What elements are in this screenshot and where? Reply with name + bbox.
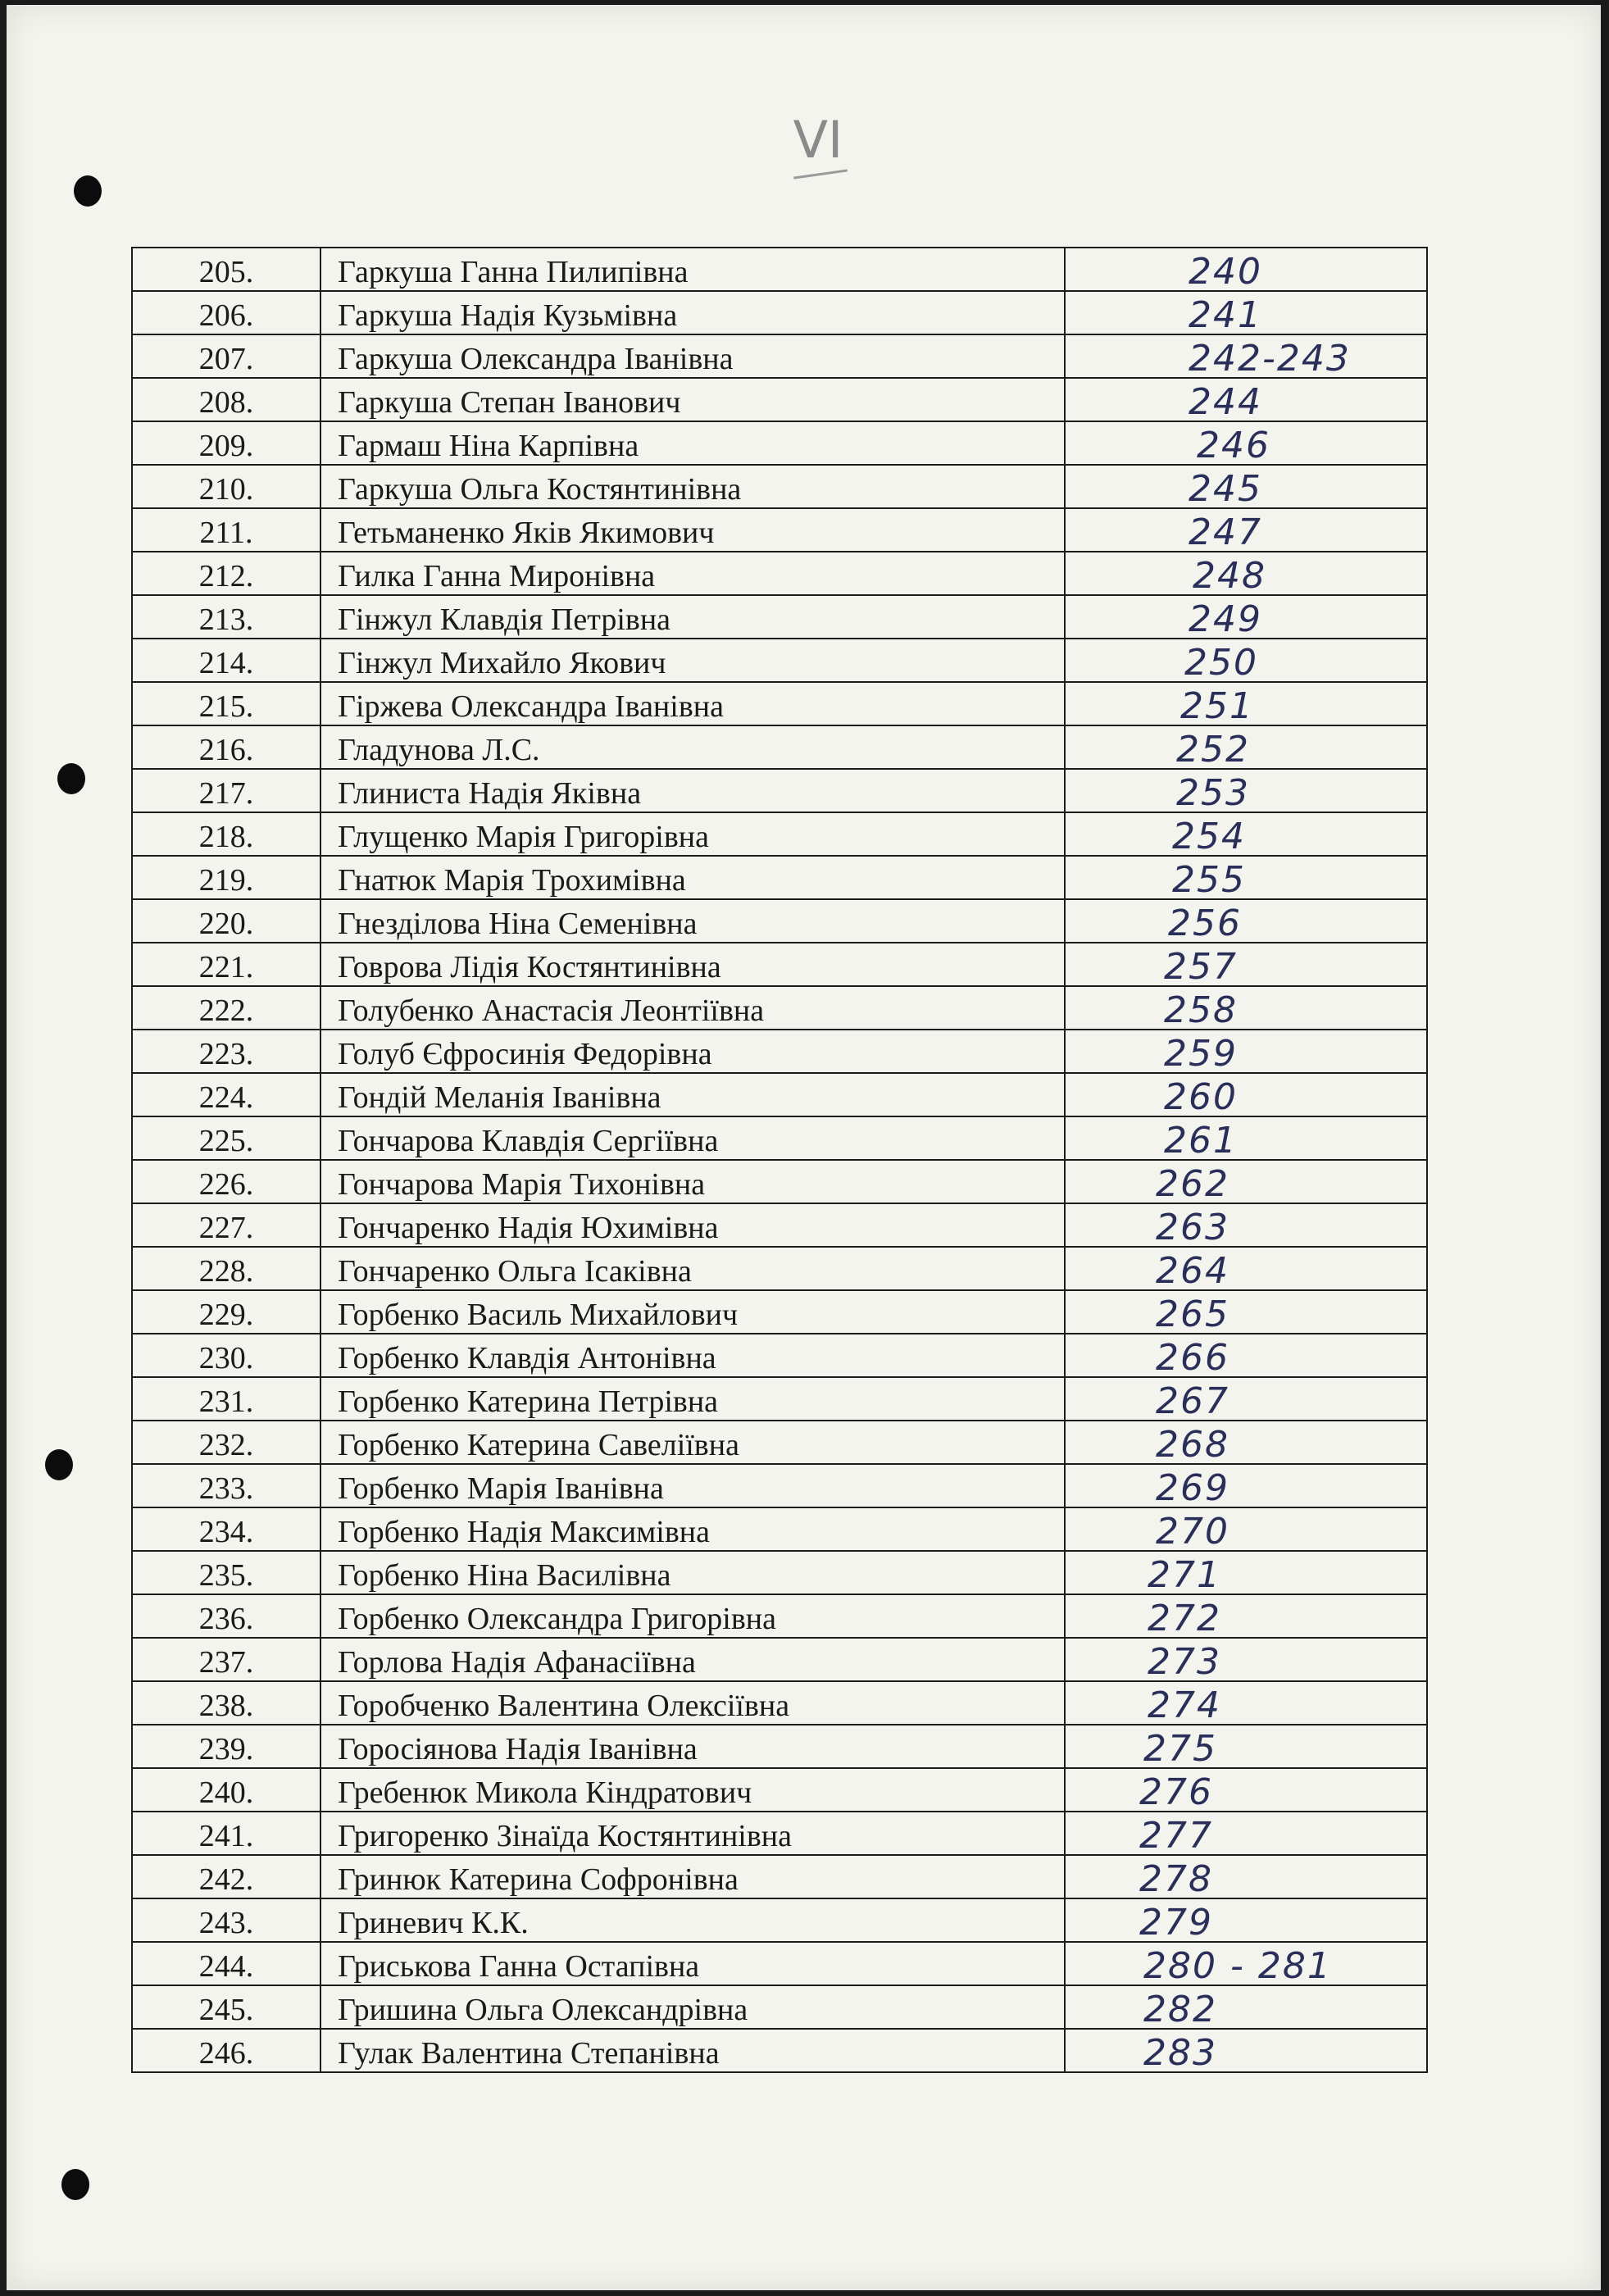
person-name: Глиниста Надія Яківна — [320, 769, 1065, 812]
page-reference-cell — [1065, 248, 1427, 291]
page-reference-cell — [1065, 1507, 1427, 1551]
table-row — [132, 899, 1427, 943]
table-row — [132, 1594, 1427, 1638]
table-row — [132, 1551, 1427, 1594]
page-reference-cell — [1065, 1725, 1427, 1768]
row-number: 232. — [132, 1421, 320, 1464]
row-number: 241. — [132, 1812, 320, 1855]
person-name: Гончарова Марія Тихонівна — [320, 1160, 1065, 1203]
handwritten-page-number: 259 — [1164, 1033, 1238, 1075]
page-reference-cell — [1065, 1334, 1427, 1377]
row-number: 223. — [132, 1030, 320, 1073]
punch-hole-4 — [61, 2169, 89, 2200]
table-row — [132, 291, 1427, 334]
person-name: Гончаренко Ольга Ісаківна — [320, 1247, 1065, 1290]
person-name: Горбенко Клавдія Антонівна — [320, 1334, 1065, 1377]
punch-hole-1 — [74, 175, 102, 207]
person-name: Гаркуша Надія Кузьмівна — [320, 291, 1065, 334]
row-number: 227. — [132, 1203, 320, 1247]
page-reference-cell — [1065, 1160, 1427, 1203]
table-body — [132, 248, 1427, 2072]
table-row — [132, 1768, 1427, 1812]
page-reference-cell — [1065, 1203, 1427, 1247]
person-name: Говрова Лідія Костянтинівна — [320, 943, 1065, 986]
page-reference-cell — [1065, 1116, 1427, 1160]
page-reference-cell — [1065, 1768, 1427, 1812]
row-number: 234. — [132, 1507, 320, 1551]
person-name: Гнатюк Марія Трохимівна — [320, 856, 1065, 899]
row-number: 246. — [132, 2029, 320, 2072]
person-name: Гулак Валентина Степанівна — [320, 2029, 1065, 2072]
person-name: Гаркуша Ганна Пилипівна — [320, 248, 1065, 291]
page-reference-cell — [1065, 421, 1427, 465]
page-reference-cell — [1065, 1638, 1427, 1681]
handwritten-page-number: 279 — [1139, 1902, 1213, 1944]
name-list-table — [131, 247, 1428, 2073]
row-number: 221. — [132, 943, 320, 986]
page-reference-cell — [1065, 1942, 1427, 1985]
handwritten-page-number: 261 — [1164, 1120, 1238, 1162]
table-row — [132, 465, 1427, 508]
page-reference-cell — [1065, 639, 1427, 682]
table-row — [132, 639, 1427, 682]
row-number: 236. — [132, 1594, 320, 1638]
person-name: Гришина Ольга Олександрівна — [320, 1985, 1065, 2029]
person-name: Гармаш Ніна Карпівна — [320, 421, 1065, 465]
table-row — [132, 1030, 1427, 1073]
handwritten-page-number: 276 — [1139, 1771, 1213, 1813]
person-name: Голуб Єфросинія Федорівна — [320, 1030, 1065, 1073]
page-reference-cell — [1065, 986, 1427, 1030]
handwritten-page-number: 250 — [1184, 642, 1258, 684]
table-row — [132, 1725, 1427, 1768]
row-number: 242. — [132, 1855, 320, 1898]
page-reference-cell — [1065, 552, 1427, 595]
row-number: 235. — [132, 1551, 320, 1594]
page-reference-cell — [1065, 2029, 1427, 2072]
table-row — [132, 1290, 1427, 1334]
table-row — [132, 769, 1427, 812]
page-reference-cell — [1065, 1551, 1427, 1594]
page-reference-cell — [1065, 1421, 1427, 1464]
handwritten-page-number: 275 — [1143, 1728, 1217, 1770]
row-number: 206. — [132, 291, 320, 334]
page-reference-cell — [1065, 1855, 1427, 1898]
person-name: Григоренко Зінаїда Костянтинівна — [320, 1812, 1065, 1855]
row-number: 212. — [132, 552, 320, 595]
person-name: Гончарова Клавдія Сергіївна — [320, 1116, 1065, 1160]
table-row — [132, 856, 1427, 899]
table-row — [132, 552, 1427, 595]
row-number: 218. — [132, 812, 320, 856]
row-number: 229. — [132, 1290, 320, 1334]
row-number: 215. — [132, 682, 320, 725]
handwritten-page-number: 240 — [1189, 251, 1262, 293]
row-number: 217. — [132, 769, 320, 812]
table-row — [132, 2029, 1427, 2072]
handwritten-page-number: 244 — [1189, 381, 1262, 423]
row-number: 230. — [132, 1334, 320, 1377]
row-number: 244. — [132, 1942, 320, 1985]
handwritten-page-number: 263 — [1156, 1207, 1229, 1248]
person-name: Гриськова Ганна Остапівна — [320, 1942, 1065, 1985]
handwritten-page-number: 245 — [1189, 468, 1262, 510]
row-number: 219. — [132, 856, 320, 899]
table-row — [132, 595, 1427, 639]
page-reference-cell — [1065, 769, 1427, 812]
person-name: Горобченко Валентина Олексіївна — [320, 1681, 1065, 1725]
table-row — [132, 812, 1427, 856]
page-reference-cell — [1065, 1898, 1427, 1942]
page-reference-cell — [1065, 1030, 1427, 1073]
table-row — [132, 943, 1427, 986]
person-name: Гондій Меланія Іванівна — [320, 1073, 1065, 1116]
person-name: Гіржева Олександра Іванівна — [320, 682, 1065, 725]
table-row — [132, 1203, 1427, 1247]
page-reference-cell — [1065, 595, 1427, 639]
table-row — [132, 248, 1427, 291]
table-row — [132, 1421, 1427, 1464]
row-number: 214. — [132, 639, 320, 682]
page-reference-cell — [1065, 856, 1427, 899]
page-reference-cell — [1065, 725, 1427, 769]
table-row — [132, 421, 1427, 465]
table-row — [132, 1116, 1427, 1160]
row-number: 213. — [132, 595, 320, 639]
person-name: Гаркуша Олександра Іванівна — [320, 334, 1065, 378]
table-row — [132, 1942, 1427, 1985]
handwritten-page-number: 256 — [1168, 902, 1242, 944]
table-row — [132, 1681, 1427, 1725]
page-reference-cell — [1065, 291, 1427, 334]
handwritten-page-number: 266 — [1156, 1337, 1229, 1379]
table-row — [132, 1464, 1427, 1507]
handwritten-page-number: 282 — [1143, 1989, 1217, 2030]
handwritten-page-number: 264 — [1156, 1250, 1229, 1292]
document-page — [7, 5, 1601, 2290]
row-number: 209. — [132, 421, 320, 465]
page-reference-cell — [1065, 334, 1427, 378]
row-number: 224. — [132, 1073, 320, 1116]
handwritten-page-number: 246 — [1197, 425, 1270, 466]
table-row — [132, 682, 1427, 725]
handwritten-page-number: 283 — [1143, 2032, 1217, 2074]
page-reference-cell — [1065, 1812, 1427, 1855]
handwritten-page-number: 247 — [1189, 511, 1262, 553]
person-name: Гриневич К.К. — [320, 1898, 1065, 1942]
table-row — [132, 1898, 1427, 1942]
punch-hole-2 — [57, 763, 85, 794]
page-reference-cell — [1065, 943, 1427, 986]
row-number: 228. — [132, 1247, 320, 1290]
person-name: Гінжул Клавдія Петрівна — [320, 595, 1065, 639]
page-reference-cell — [1065, 1377, 1427, 1421]
person-name: Гилка Ганна Миронівна — [320, 552, 1065, 595]
row-number: 205. — [132, 248, 320, 291]
row-number: 245. — [132, 1985, 320, 2029]
person-name: Горбенко Олександра Григорівна — [320, 1594, 1065, 1638]
page-reference-cell — [1065, 1290, 1427, 1334]
row-number: 211. — [132, 508, 320, 552]
table-row — [132, 1985, 1427, 2029]
table-row — [132, 1334, 1427, 1377]
page-reference-cell — [1065, 899, 1427, 943]
handwritten-page-number: 273 — [1148, 1641, 1221, 1683]
table-row — [132, 378, 1427, 421]
row-number: 222. — [132, 986, 320, 1030]
row-number: 220. — [132, 899, 320, 943]
row-number: 237. — [132, 1638, 320, 1681]
page-reference-cell — [1065, 1247, 1427, 1290]
handwritten-page-number: 253 — [1176, 772, 1250, 814]
page-reference-cell — [1065, 465, 1427, 508]
row-number: 226. — [132, 1160, 320, 1203]
row-number: 208. — [132, 378, 320, 421]
handwritten-page-number: 268 — [1156, 1424, 1229, 1466]
handwritten-page-number: 271 — [1148, 1554, 1221, 1596]
person-name: Гринюк Катерина Софронівна — [320, 1855, 1065, 1898]
table-row — [132, 1377, 1427, 1421]
person-name: Гаркуша Степан Іванович — [320, 378, 1065, 421]
person-name: Гнезділова Ніна Семенівна — [320, 899, 1065, 943]
person-name: Горбенко Ніна Василівна — [320, 1551, 1065, 1594]
table-row — [132, 986, 1427, 1030]
handwritten-page-number: 265 — [1156, 1293, 1229, 1335]
person-name: Горосіянова Надія Іванівна — [320, 1725, 1065, 1768]
row-number: 207. — [132, 334, 320, 378]
handwritten-page-number: 269 — [1156, 1467, 1229, 1509]
row-number: 243. — [132, 1898, 320, 1942]
table-row — [132, 1073, 1427, 1116]
person-name: Гаркуша Ольга Костянтинівна — [320, 465, 1065, 508]
handwritten-page-number: 267 — [1156, 1380, 1229, 1422]
handwritten-page-number: 249 — [1189, 598, 1262, 640]
table-row — [132, 1812, 1427, 1855]
page-reference-cell — [1065, 1073, 1427, 1116]
row-number: 233. — [132, 1464, 320, 1507]
handwritten-page-number: 262 — [1156, 1163, 1229, 1205]
handwritten-page-number: 254 — [1172, 816, 1246, 857]
person-name: Горбенко Катерина Петрівна — [320, 1377, 1065, 1421]
page-reference-cell — [1065, 1464, 1427, 1507]
person-name: Гладунова Л.С. — [320, 725, 1065, 769]
person-name: Гончаренко Надія Юхимівна — [320, 1203, 1065, 1247]
table-row — [132, 1247, 1427, 1290]
person-name: Горбенко Надія Максимівна — [320, 1507, 1065, 1551]
handwritten-page-number: 242-243 — [1189, 338, 1351, 380]
table-row — [132, 1855, 1427, 1898]
row-number: 216. — [132, 725, 320, 769]
handwritten-page-number: 278 — [1139, 1858, 1213, 1900]
person-name: Горбенко Василь Михайлович — [320, 1290, 1065, 1334]
handwritten-page-number: 252 — [1176, 729, 1250, 771]
page-reference-cell — [1065, 1594, 1427, 1638]
handwritten-page-number: 255 — [1172, 859, 1246, 901]
table-row — [132, 1507, 1427, 1551]
page-reference-cell — [1065, 508, 1427, 552]
row-number: 238. — [132, 1681, 320, 1725]
handwritten-page-number: 274 — [1148, 1684, 1221, 1726]
person-name: Гетьманенко Яків Якимович — [320, 508, 1065, 552]
handwritten-page-number: 251 — [1180, 685, 1254, 727]
handwritten-page-number: 280 - 281 — [1143, 1945, 1332, 1987]
handwritten-page-mark: VI — [793, 110, 843, 170]
row-number: 225. — [132, 1116, 320, 1160]
person-name: Горлова Надія Афанасіївна — [320, 1638, 1065, 1681]
table-row — [132, 334, 1427, 378]
row-number: 231. — [132, 1377, 320, 1421]
table-row — [132, 508, 1427, 552]
handwritten-page-number: 258 — [1164, 989, 1238, 1031]
person-name: Глущенко Марія Григорівна — [320, 812, 1065, 856]
table-row — [132, 725, 1427, 769]
punch-hole-3 — [45, 1449, 73, 1480]
handwritten-page-number: 241 — [1189, 294, 1262, 336]
row-number: 240. — [132, 1768, 320, 1812]
page-reference-cell — [1065, 682, 1427, 725]
page-reference-cell — [1065, 812, 1427, 856]
handwritten-page-number: 277 — [1139, 1815, 1213, 1857]
row-number: 239. — [132, 1725, 320, 1768]
table-row — [132, 1160, 1427, 1203]
row-number: 210. — [132, 465, 320, 508]
page-reference-cell — [1065, 378, 1427, 421]
person-name: Голубенко Анастасія Леонтіївна — [320, 986, 1065, 1030]
handwritten-page-number: 270 — [1156, 1511, 1229, 1553]
person-name: Гінжул Михайло Якович — [320, 639, 1065, 682]
page-reference-cell — [1065, 1681, 1427, 1725]
handwritten-page-number: 260 — [1164, 1076, 1238, 1118]
person-name: Горбенко Катерина Савеліївна — [320, 1421, 1065, 1464]
handwritten-page-number: 248 — [1193, 555, 1266, 597]
handwritten-page-number: 257 — [1164, 946, 1238, 988]
handwritten-page-number: 272 — [1148, 1598, 1221, 1639]
table-row — [132, 1638, 1427, 1681]
person-name: Горбенко Марія Іванівна — [320, 1464, 1065, 1507]
person-name: Гребенюк Микола Кіндратович — [320, 1768, 1065, 1812]
page-reference-cell — [1065, 1985, 1427, 2029]
